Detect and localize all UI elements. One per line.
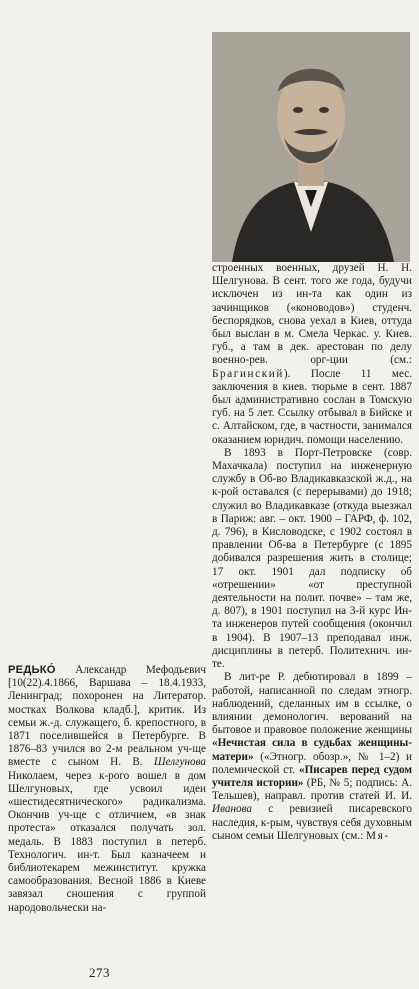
portrait-photo <box>212 32 410 262</box>
cross-reference: Брагинский <box>212 367 284 380</box>
text-run: («Этногр. обозр.», № 1–2) и полемической ст. <box>212 750 412 776</box>
text-run: (РБ, № 5; подпись: А. Тельшев), направл. против статей И. И. <box>212 776 412 803</box>
text-run: Николаем, через к-рого вошел в дом Шелгуновых, где усвоил идеи «шестидесятнического» радикализма. Окончив уч-ще с отличием, «в знак протеста» отказался получать зол. медаль. В 1883 поступил в петерб. Технологич. ин-т. Был казначеем и библиотекарем межинститут. кружка самообразования. Весной 1886 в Киеве завязал сношения с группой народовольчески на- <box>8 769 206 914</box>
text-run: строенных военных, друзей Н. Н. Шелгунова. В сент. того же года, будучи исключен из ин-та как один из зачинщиков («коноводов») студенч. беспорядков, снова уехал в Киев, оттуда был выслан в м. Смела Черкас. у. Киев. губ., а там в дек. арестован по делу военно-рев. орг-ции (см.: <box>212 262 412 367</box>
entry-heading: РЕДЬКО́ <box>8 664 56 676</box>
right-paragraph-3 <box>212 671 412 843</box>
cross-reference: Шелгунова <box>153 756 206 769</box>
text-run: Александр Мефодьевич [10(22).4.1866, Варшава – 18.4.1933, Ленинград; похоронен на Литератор. мостках Волкова кладб.], критик. Из семьи ж.-д. служащего, б. крепостного, в 1871 поселившейся в Петербурге. В 1876–83 учился во 2-м реальном уч-ще вместе с сыном Н. В. <box>8 664 206 769</box>
text-run: В лит-ре Р. дебютировал в 1899 – работой, написанной по следам этногр. наблюдений, сделанных им в ссылке, о влиянии демонологич. верований на бытовое и правовое положение женщины <box>212 671 412 737</box>
page-number: 273 <box>89 965 110 980</box>
right-column <box>212 262 412 843</box>
text-run: с ревизией писаревского наследия, к-рым, чувствуя себя духовным сыном семьи Шелгуновых (см.: <box>212 803 412 842</box>
work-title: «Нечистая сила в судьбах женщины-матери» <box>212 737 412 763</box>
work-title: «Писарев перед судом учителя истории» <box>212 763 412 789</box>
portrait-figure-icon <box>212 32 410 262</box>
cross-reference: Мя- <box>366 829 390 842</box>
right-paragraph-1 <box>212 262 412 447</box>
entry-paragraph <box>8 664 206 915</box>
cross-reference: Иванова <box>212 803 252 816</box>
left-column <box>8 664 206 915</box>
right-paragraph-2: В 1893 в Порт-Петровске (совр. Махачкала) поступил на инженерную службу в Об-во Владикавказской ж.д., на к-рой оставался (с перерывами) до 1918; служил во Владикавказе (откуда выезжал в Париж: авг. – окт. 1900 – ГАРФ, ф. 102, д. 796), в Кисловодске, с 1902 состоял в правлении Об-ва в Петербурге (с 1895 добивался разрешения жить в столице; 17 окт. 1901 дал подписку об «отрешении» «от преступной деятельности на полит. почве» – там же, д. 807), в 1901 поступил на 3-й курс Ин-та инженеров путей сообщения (окончил в 1904). В 1907–13 преподавал инж. дисциплины в петерб. Политехнич. ин-те. <box>212 446 412 671</box>
text-run: ). После 11 мес. заключения в киев. тюрьме в сент. 1887 был административно сослан в Томскую губ. на 5 лет. Ссылку отбывал в Бийске и с. Алтайском, где, в частности, занимался оказанием юридич. помощи населению. <box>212 367 412 446</box>
